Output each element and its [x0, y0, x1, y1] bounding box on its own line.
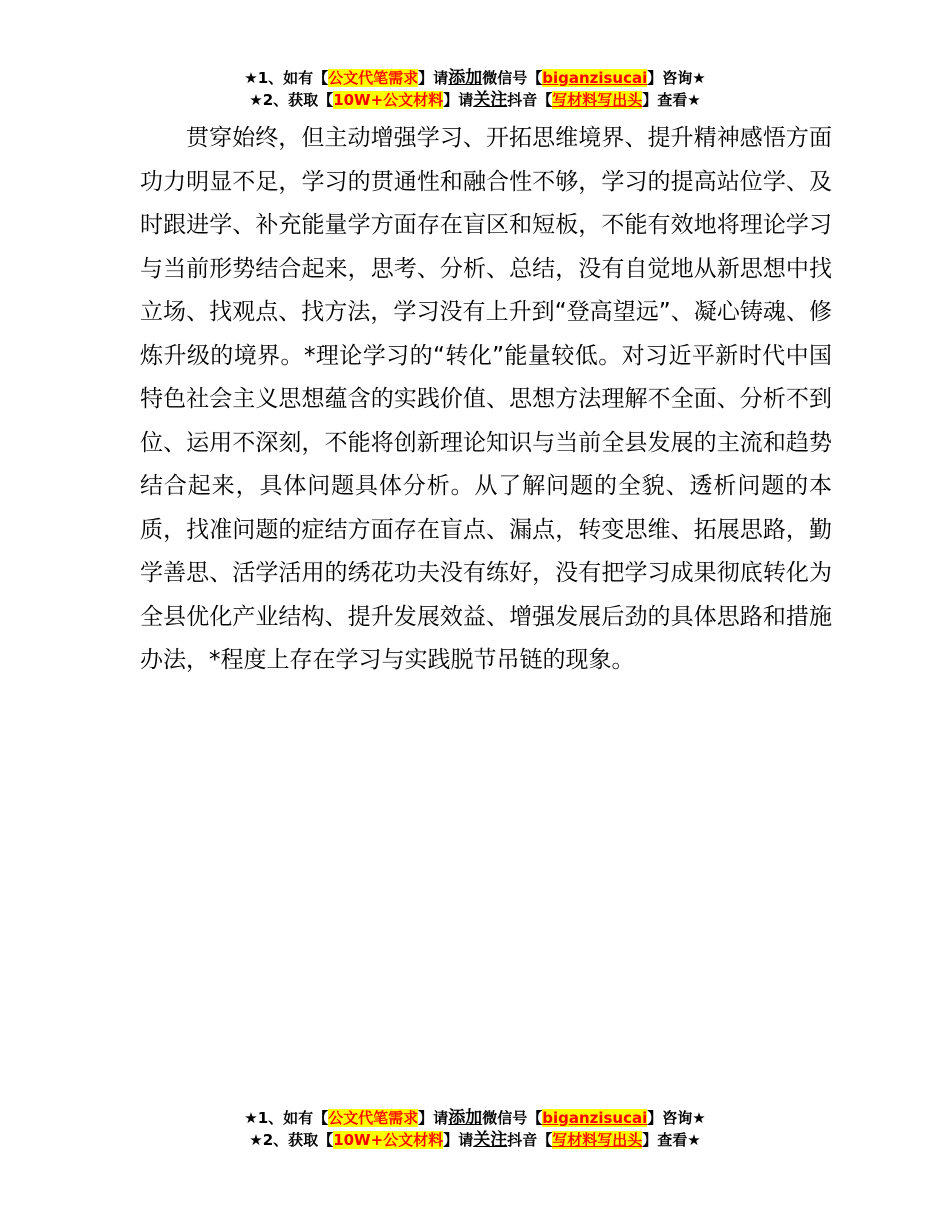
- promo-line-1: [0, 1107, 950, 1129]
- promo-emphasis-follow: 关注: [473, 90, 508, 110]
- promo-highlight-service: 公文代笔需求: [328, 1109, 419, 1127]
- promo-wechat-id: biganzisucai: [542, 69, 648, 87]
- promo-line-2-mid2: 抖音【: [507, 1131, 553, 1149]
- promo-line-2-mid: 】请: [443, 91, 474, 109]
- promo-highlight-service: 公文代笔需求: [328, 69, 419, 87]
- promo-line-2: [0, 89, 950, 111]
- promo-line-1-mid2: 微信号【: [482, 1109, 543, 1127]
- promo-line-2: [0, 1129, 950, 1151]
- footer-promo-banner: [0, 1107, 950, 1151]
- promo-line-1-mid: 】请: [418, 1109, 449, 1127]
- promo-line-2-prefix: ★2、获取【: [249, 1131, 334, 1149]
- promo-line-1-prefix: ★1、如有【: [244, 69, 329, 87]
- promo-line-2-mid: 】请: [443, 1131, 474, 1149]
- promo-line-2-suffix: 】查看★: [642, 1131, 701, 1149]
- promo-highlight-materials: 10W+公文材料: [333, 1131, 444, 1149]
- promo-emphasis-add: 添加: [448, 1108, 483, 1128]
- promo-line-1-suffix: 】咨询★: [647, 1109, 706, 1127]
- promo-line-1-suffix: 】咨询★: [647, 69, 706, 87]
- promo-highlight-materials: 10W+公文材料: [333, 91, 444, 109]
- promo-emphasis-follow: 关注: [473, 1130, 508, 1150]
- promo-line-2-prefix: ★2、获取【: [249, 91, 334, 109]
- promo-line-2-mid2: 抖音【: [507, 91, 553, 109]
- promo-line-1-mid: 】请: [418, 69, 449, 87]
- promo-line-1-mid2: 微信号【: [482, 69, 543, 87]
- header-promo-banner: [0, 67, 950, 111]
- promo-douyin-account: 写材料写出头: [552, 1131, 643, 1149]
- document-paragraph: 贯穿始终，但主动增强学习、开拓思维境界、提升精神感悟方面功力明显不足，学习的贯通性和融合性不够，学习的提高站位学、及时跟进学、补充能量学方面存在盲区和短板，不能有效地将理论学习与当前形势结合起来，思考、分析、总结，没有自觉地从新思想中找立场、找观点、找方法，学习没有上升到“登高望远”、凝心铸魂、修炼升级的境界。*理论学习的“转化”能量较低。对习近平新时代中国特色社会主义思想蕴含的实践价值、思想方法理解不全面、分析不到位、运用不深刻，不能将创新理论知识与当前全县发展的主流和趋势结合起来，具体问题具体分析。从了解问题的全貌、透析问题的本质，找准问题的症结方面存在盲点、漏点，转变思维、拓展思路，勤学善思、活学活用的绣花功夫没有练好，没有把学习成果彻底转化为全县优化产业结构、提升发展效益、增强发展后劲的具体思路和措施办法，*程度上存在学习与实践脱节吊链的现象。: [140, 125, 832, 673]
- promo-line-1-prefix: ★1、如有【: [244, 1109, 329, 1127]
- promo-line-1: [0, 67, 950, 89]
- promo-emphasis-add: 添加: [448, 68, 483, 88]
- promo-douyin-account: 写材料写出头: [552, 91, 643, 109]
- promo-wechat-id: biganzisucai: [542, 1109, 648, 1127]
- promo-line-2-suffix: 】查看★: [642, 91, 701, 109]
